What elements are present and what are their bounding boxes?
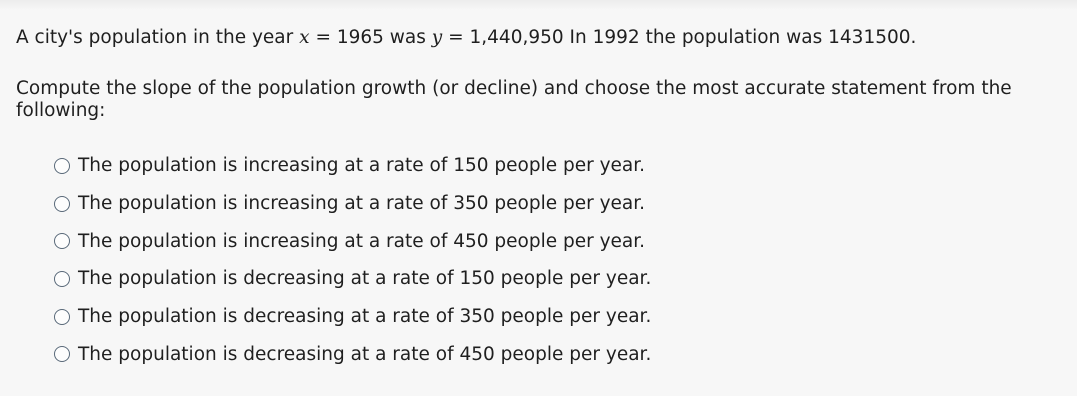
radio-button[interactable] (54, 233, 70, 249)
equals-sign: = (309, 27, 337, 48)
question-text-part: In 1992 the population was 1431500. (563, 27, 917, 48)
answer-option-label[interactable]: The population is increasing at a rate of 350 people per year. (78, 193, 646, 215)
answer-option[interactable] (54, 298, 651, 336)
answer-option[interactable] (54, 185, 651, 223)
answer-option[interactable] (54, 147, 651, 185)
math-variable-y: y (431, 27, 443, 48)
radio-button[interactable] (54, 309, 70, 325)
answer-option-label[interactable]: The population is decreasing at a rate of 150 people per year. (78, 268, 652, 290)
radio-button[interactable] (54, 158, 70, 174)
answer-option-label[interactable]: The population is decreasing at a rate of 350 people per year. (78, 306, 652, 328)
year-value: 1965 (336, 27, 384, 48)
equals-sign: = (442, 27, 470, 48)
answer-option[interactable] (54, 335, 651, 373)
answer-option[interactable] (54, 260, 651, 298)
question-block (16, 26, 1066, 122)
radio-button[interactable] (54, 196, 70, 212)
answer-options (54, 147, 651, 373)
radio-button[interactable] (54, 271, 70, 287)
answer-option-label[interactable]: The population is decreasing at a rate of 450 people per year. (78, 343, 652, 365)
answer-option-label[interactable]: The population is increasing at a rate of 150 people per year. (78, 155, 646, 177)
question-instruction: Compute the slope of the population growth (or decline) and choose the most accurate statement from the following: (16, 78, 1012, 121)
answer-option-label[interactable]: The population is increasing at a rate of 450 people per year. (78, 230, 646, 252)
question-text (16, 26, 1066, 50)
population-value: 1,440,950 (469, 27, 564, 48)
math-variable-x: x (299, 27, 310, 48)
answer-option[interactable] (54, 222, 651, 260)
question-text-part: A city's population in the year (16, 27, 300, 48)
header-divider (0, 0, 1077, 10)
question-text-part: was (383, 27, 432, 48)
radio-button[interactable] (54, 346, 70, 362)
